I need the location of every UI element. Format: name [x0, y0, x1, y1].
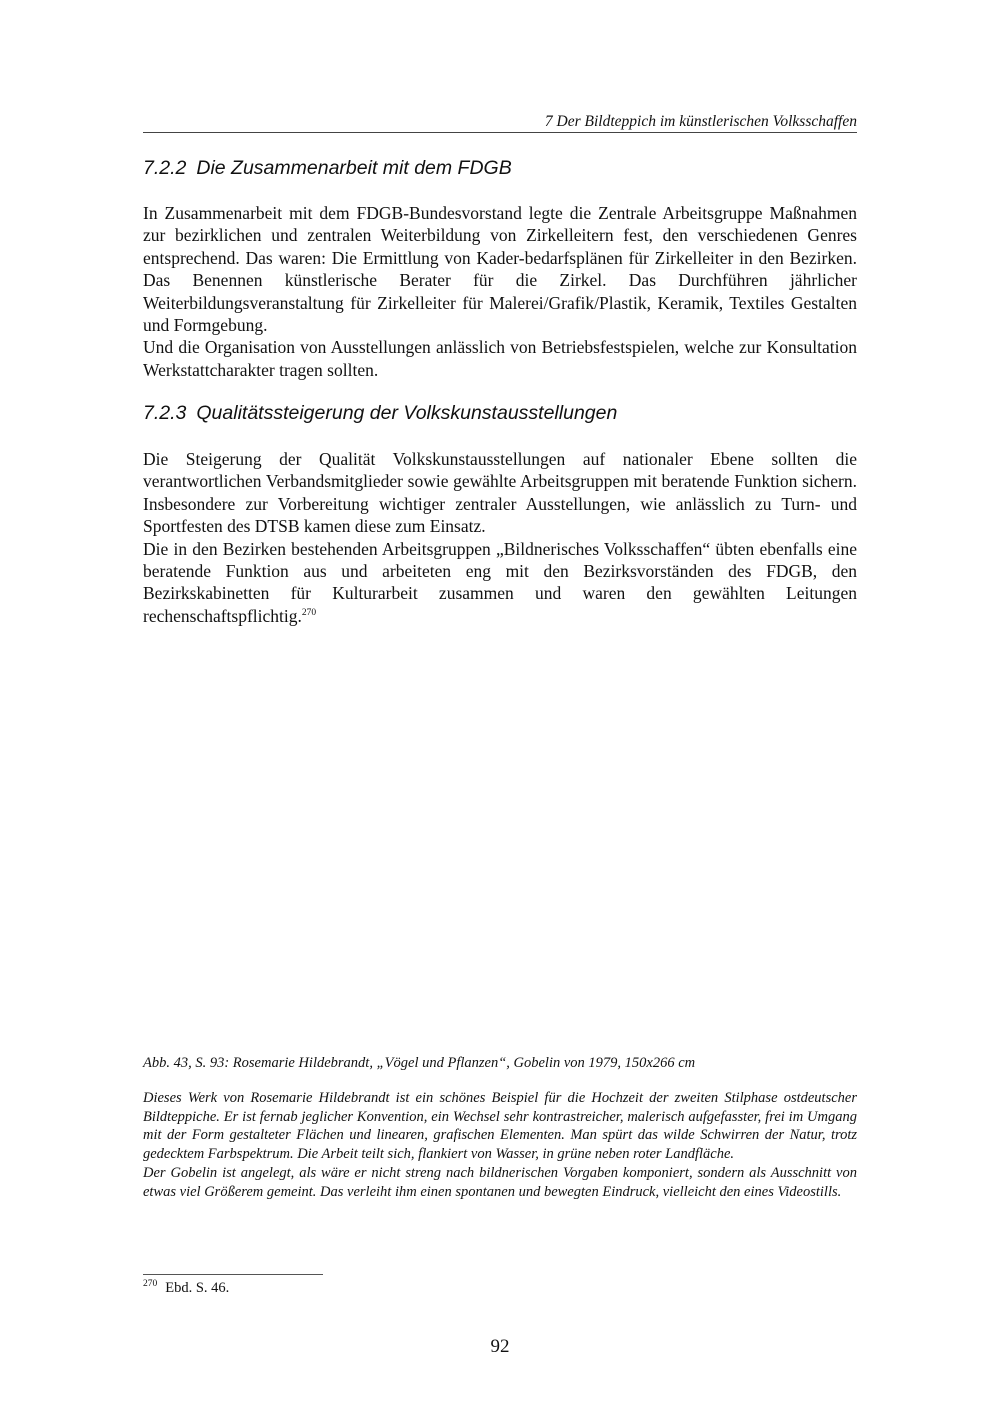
footnote-number: 270 [143, 1279, 158, 1289]
running-header: 7 Der Bildteppich im künstlerischen Volksschaffen [544, 113, 857, 130]
page-number: 92 [490, 1336, 510, 1357]
body-paragraph: Und die Organisation von Ausstellungen anlässlich von Betriebsfestspielen, welche zur Konsultation Werkstattcharakter tragen sollten. [143, 337, 857, 380]
footnote-rule [143, 1274, 323, 1275]
header-rule [143, 132, 857, 133]
footnote-text: Ebd. S. 46. [165, 1280, 230, 1296]
figure-description [143, 1089, 857, 1201]
section-title: Qualitätssteigerung der Volkskunstausstellungen [196, 402, 618, 424]
body-paragraph: In Zusammenarbeit mit dem FDGB-Bundesvorstand legte die Zentrale Arbeitsgruppe Maßnahmen zur bezirklichen und zentralen Weiterbildung von Zirkelleitern fest, den verschiedenen Genres entsprechend. Das waren: Die Ermittlung von Kader-bedarfsplänen für Zirkelleiter in den Bezirken. Das Benennen künstlerische Berater für die Zirkel. Das Durchführen jährlicher Weiterbildungsveranstaltung für Zirkelleiter für Malerei/Grafik/Plastik, Keramik, Textiles Gestalten und Formgebung. [143, 203, 857, 336]
body-paragraph-text: Die in den Bezirken bestehenden Arbeitsgruppen „Bildnerisches Volksschaffen“ übten ebenfalls eine beratende Funktion aus und arbeiteten eng mit den Bezirksvorständen des FDGB, den Bezirkskabinetten für Kulturarbeit zusammen und waren den gewählten Leitungen rechenschaftspflichtig. [143, 538, 857, 626]
section-number: 7.2.2 [143, 157, 187, 179]
section-heading-7-2-3 [143, 401, 857, 425]
footnote-reference[interactable]: 270 [301, 607, 317, 618]
section-heading-7-2-2 [143, 156, 857, 180]
body-paragraph: Die Steigerung der Qualität Volkskunstausstellungen auf nationaler Ebene sollten die verantwortlichen Verbandsmitglieder sowie gewählte Arbeitsgruppen mit beratende Funktion sichern. Insbesondere zur Vorbereitung wichtiger zentraler Ausstellungen, wie anlässlich zu Turn- und Sportfesten des DTSB kamen diese zum Einsatz. [143, 449, 857, 537]
section-title: Die Zusammenarbeit mit dem FDGB [196, 157, 512, 179]
figure-caption: Abb. 43, S. 93: Rosemarie Hildebrandt, „Vögel und Pflanzen“, Gobelin von 1979, 150x266 cm [143, 1055, 696, 1071]
section-2-body [143, 448, 857, 627]
description-paragraph: Dieses Werk von Rosemarie Hildebrandt ist ein schönes Beispiel für die Hochzeit der zweiten Stilphase ostdeutscher Bildteppiche. Er ist fernab jeglicher Konvention, ein Wechsel sehr kontrastreicher, malerisch aufgefasster, frei im Umgang mit der Form gestalteter Flächen und linearen, grafischen Elementen. Man spürt das wilde Schwirren der Natur, trotz gedecktem Farbspektrum. Die Arbeit teilt sich, flankiert von Wasser, in grüne neben roter Landfläche. [143, 1090, 857, 1163]
description-paragraph: Der Gobelin ist angelegt, als wäre er nicht streng nach bildnerischen Vorgaben komponiert, sondern als Ausschnitt von etwas viel Größerem gemeint. Das verleiht ihm einen spontanen und bewegten Eindruck, vielleicht den eines Videostills. [143, 1164, 857, 1200]
section-1-body [143, 202, 857, 381]
section-number: 7.2.3 [143, 402, 187, 424]
body-paragraph [143, 538, 857, 628]
footnote [143, 1279, 857, 1297]
